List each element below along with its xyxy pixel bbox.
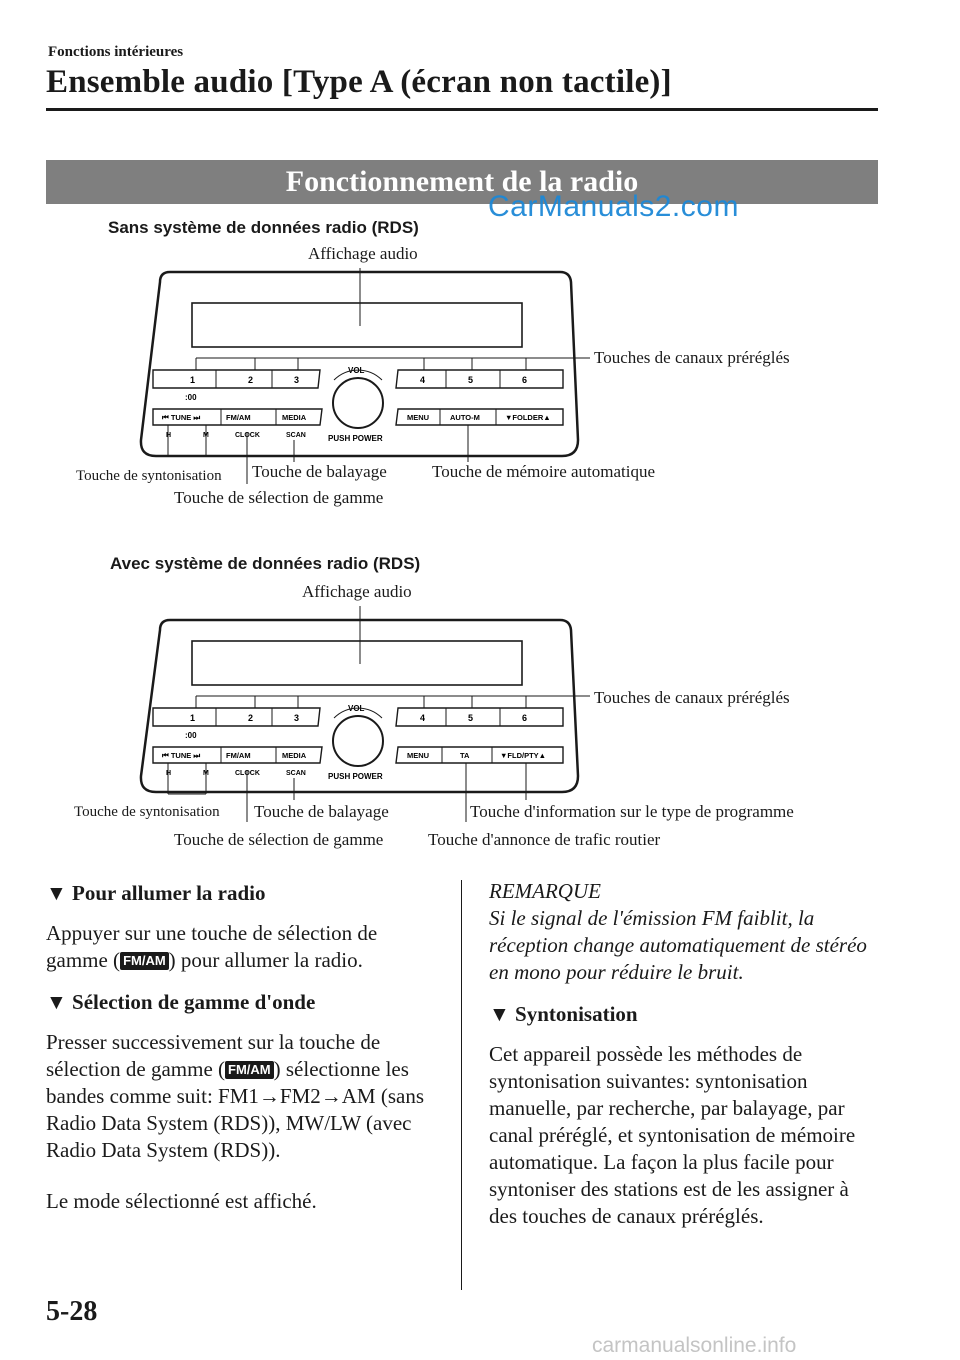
preset-6-label[interactable]: 6 xyxy=(522,375,528,385)
remark-label: REMARQUE xyxy=(489,879,601,903)
callout-audio-display: Affichage audio xyxy=(308,244,418,263)
audio-display-screen-rds xyxy=(192,641,522,685)
rds-tune-button-label[interactable]: ⏮ TUNE ⏭ xyxy=(162,751,201,760)
heading-power-on-text: Pour allumer la radio xyxy=(72,881,266,905)
rds-volume-knob[interactable] xyxy=(333,716,383,766)
heading-tuning-text: Syntonisation xyxy=(515,1002,638,1026)
rds-h-sublabel: H xyxy=(166,770,172,777)
right-column xyxy=(489,878,879,1230)
diagram-heading-rds: Avec système de données radio (RDS) xyxy=(110,554,421,573)
fmam-button-label[interactable]: FM/AM xyxy=(226,413,251,422)
rds-preset-6-label[interactable]: 6 xyxy=(522,713,528,723)
preset-2-label[interactable]: 2 xyxy=(248,375,254,385)
callout-band-button: Touche de sélection de gamme xyxy=(174,488,384,507)
vol-label: VOL xyxy=(348,366,365,375)
heading-power-on xyxy=(46,880,438,907)
preset-4-label[interactable]: 4 xyxy=(420,375,426,385)
paragraph-band-select-a: Presser successivement sur la touche de sélection de gamme ( xyxy=(46,1030,381,1081)
heading-band-select xyxy=(46,989,438,1016)
fmam-inline-icon: FM/AM xyxy=(225,1061,274,1079)
m-sublabel: M xyxy=(203,432,209,439)
banner-title: Fonctionnement de la radio xyxy=(285,165,639,198)
rds-menu-button-label[interactable]: MENU xyxy=(407,751,430,760)
paragraph-power-on xyxy=(46,920,438,974)
footer-watermark: carmanualsonline.info xyxy=(592,1334,797,1357)
triangle-down-icon: ▼ xyxy=(489,1002,510,1026)
callout-automem-button: Touche de mémoire automatique xyxy=(432,462,656,481)
callout-band-button-rds: Touche de sélection de gamme xyxy=(174,830,384,849)
tune-button-label[interactable]: ⏮ TUNE ⏭ xyxy=(162,413,201,422)
preset-5-label[interactable]: 5 xyxy=(468,375,474,385)
heading-tuning xyxy=(489,1001,879,1028)
paragraph-band-select xyxy=(46,1029,438,1164)
remark-text: Si le signal de l'émission FM faiblit, la réception change automatiquement de stéréo en mono pour réduire le bruit. xyxy=(489,906,867,984)
radio-unit-rds xyxy=(141,606,590,822)
h-sublabel: H xyxy=(166,432,172,439)
volume-knob[interactable] xyxy=(333,378,383,428)
callout-tune-button-rds: Touche de syntonisation xyxy=(74,804,220,820)
rds-preset-1-sublabel: :00 xyxy=(185,731,197,740)
callout-pty-button: Touche d'information sur le type de programme xyxy=(470,802,794,821)
triangle-down-icon: ▼ xyxy=(46,881,67,905)
callout-ta-button: Touche d'annonce de trafic routier xyxy=(428,830,661,849)
watermark-logo: CarManuals2.com xyxy=(488,190,739,223)
page-number: 5-28 xyxy=(46,1296,98,1327)
page-title: Ensemble audio [Type A (écran non tactile)] xyxy=(46,64,672,100)
heading-band-select-text: Sélection de gamme d'onde xyxy=(72,990,316,1014)
preset-1-sublabel: :00 xyxy=(185,393,197,402)
triangle-down-icon: ▼ xyxy=(46,990,67,1014)
rds-preset-3-label[interactable]: 3 xyxy=(294,713,300,723)
column-divider xyxy=(461,880,462,1290)
rds-push-power-label: PUSH POWER xyxy=(328,772,383,781)
clock-sublabel: CLOCK xyxy=(235,432,260,439)
rds-preset-1-label[interactable]: 1 xyxy=(190,713,196,723)
callout-scan-button: Touche de balayage xyxy=(252,462,387,481)
ta-button-label[interactable]: TA xyxy=(460,751,470,760)
paragraph-power-on-a: Appuyer sur une touche de sélection de gamme ( xyxy=(46,921,378,972)
paragraph-mode-displayed: Le mode sélectionné est affiché. xyxy=(46,1189,317,1213)
callout-audio-display-rds: Affichage audio xyxy=(302,582,412,601)
diagram-heading-no-rds: Sans système de données radio (RDS) xyxy=(108,218,419,237)
paragraph-power-on-b: ) pour allumer la radio. xyxy=(168,948,363,972)
radio-unit-no-rds xyxy=(141,268,590,822)
rds-preset-4-label[interactable]: 4 xyxy=(420,713,426,723)
paragraph-band-select-b: ) sélectionne les bandes comme suit: FM1→FM2→AM (sans Radio Data System (RDS)), MW/LW (avec Radio Data System (RDS)). xyxy=(46,1057,424,1162)
callout-preset-buttons-rds: Touches de canaux préréglés xyxy=(594,688,790,707)
rds-scan-sublabel: SCAN xyxy=(286,770,306,777)
fldpty-button-label[interactable]: ▼FLD/PTY▲ xyxy=(500,751,547,760)
fmam-inline-icon: FM/AM xyxy=(120,952,169,970)
rds-m-sublabel: M xyxy=(203,770,209,777)
audio-display-screen xyxy=(192,303,522,347)
preset-1-label[interactable]: 1 xyxy=(190,375,196,385)
media-button-label[interactable]: MEDIA xyxy=(282,413,307,422)
menu-button-label[interactable]: MENU xyxy=(407,413,430,422)
rds-preset-2-label[interactable]: 2 xyxy=(248,713,254,723)
rds-media-button-label[interactable]: MEDIA xyxy=(282,751,307,760)
callout-preset-buttons: Touches de canaux préréglés xyxy=(594,348,790,367)
preset-3-label[interactable]: 3 xyxy=(294,375,300,385)
push-power-label: PUSH POWER xyxy=(328,434,383,443)
automem-button-label[interactable]: AUTO-M xyxy=(450,413,480,422)
left-column xyxy=(46,880,438,1215)
rds-clock-sublabel: CLOCK xyxy=(235,770,260,777)
rds-fmam-button-label[interactable]: FM/AM xyxy=(226,751,251,760)
rds-vol-label: VOL xyxy=(348,704,365,713)
folder-button-label[interactable]: ▼FOLDER▲ xyxy=(505,413,551,422)
section-label: Fonctions intérieures xyxy=(48,44,184,60)
paragraph-tuning: Cet appareil possède les méthodes de syntonisation suivantes: syntonisation manuelle, par recherche, par balayage, par canal préréglé, et syntonisation de mémoire automatique. La façon la plus facile pour syntoniser des stations est de les assigner à des touches de canaux préréglés. xyxy=(489,1042,856,1228)
callout-tune-button: Touche de syntonisation xyxy=(76,468,222,484)
callout-scan-button-rds: Touche de balayage xyxy=(254,802,389,821)
scan-sublabel: SCAN xyxy=(286,432,306,439)
rds-preset-5-label[interactable]: 5 xyxy=(468,713,474,723)
